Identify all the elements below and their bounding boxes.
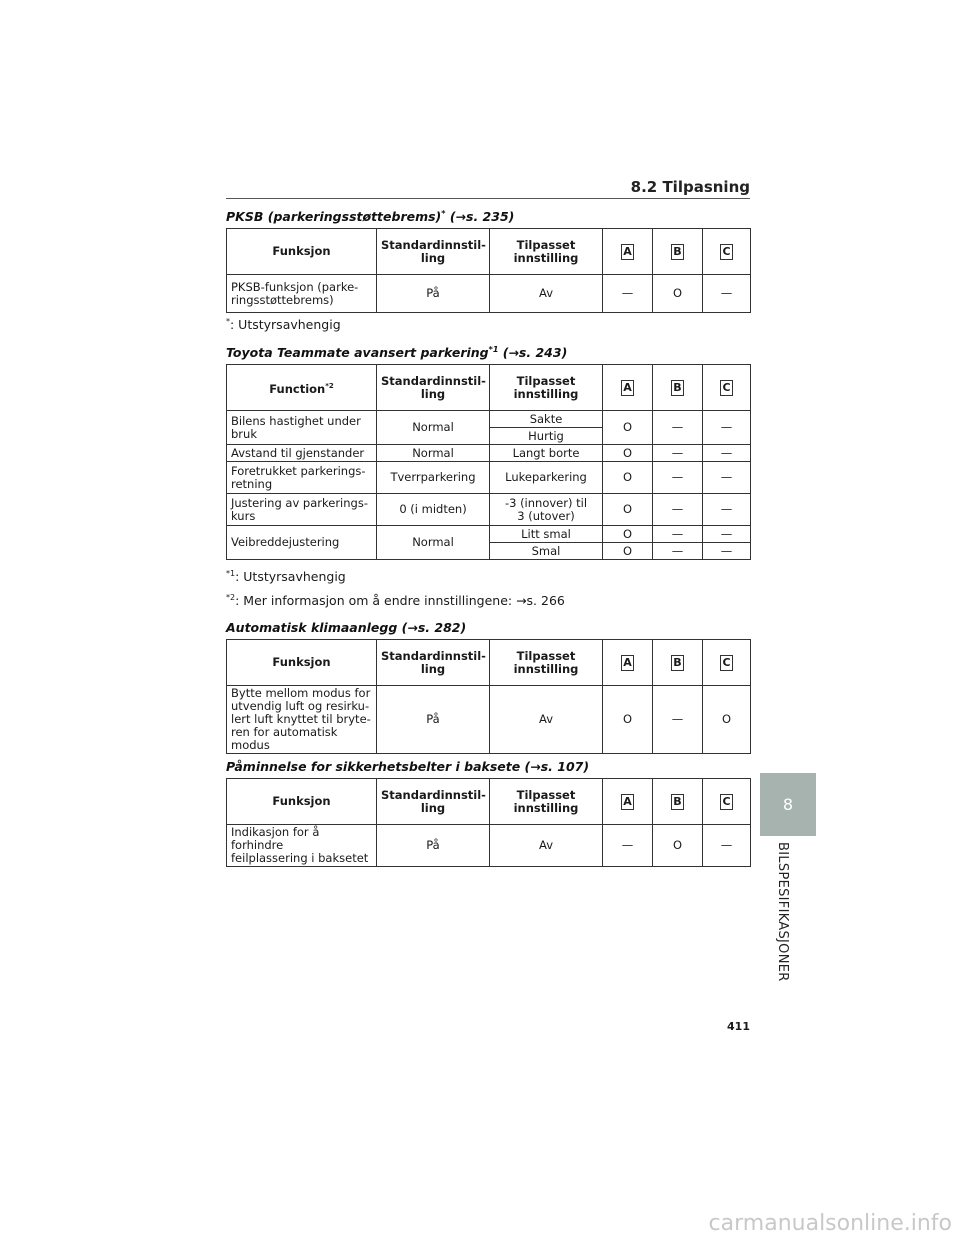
cell-c: —	[703, 445, 751, 462]
table-row	[227, 494, 751, 526]
col-header-b	[653, 640, 703, 686]
col-header-standard: Standardinnstil- ling	[377, 779, 490, 825]
footnote-teammate-2	[226, 593, 565, 608]
letter-a-icon: A	[621, 380, 634, 396]
cell-a: —	[603, 825, 653, 867]
section-title-pksb-text: PKSB (parkeringsstøttebrems)	[226, 209, 442, 225]
footnote-mark: *	[226, 317, 230, 326]
header-rule	[226, 198, 750, 199]
cell-c: —	[703, 825, 751, 867]
section-title-pksb-ref: (→s. 235)	[449, 209, 515, 225]
cell-c: —	[703, 543, 751, 560]
cell-b: —	[653, 543, 703, 560]
col-header-custom: Tilpasset innstilling	[490, 640, 603, 686]
cell-custom: Langt borte	[490, 445, 603, 462]
cell-b: —	[653, 686, 703, 754]
page-number: 411	[727, 1020, 750, 1033]
col-header-b	[653, 779, 703, 825]
col-header-function: Funksjon	[227, 779, 377, 825]
letter-a-icon: A	[621, 244, 634, 260]
letter-c-icon: C	[720, 380, 733, 396]
cell-function: Avstand til gjenstander	[227, 445, 377, 462]
footnote-mark: *2	[226, 593, 236, 602]
cell-standard: Tverrparkering	[377, 462, 490, 494]
footnote-mark: *1	[226, 569, 236, 578]
table-row	[227, 411, 751, 428]
table-row	[227, 686, 751, 754]
cell-b: —	[653, 462, 703, 494]
col-header-c	[703, 229, 751, 275]
table-row	[227, 526, 751, 543]
cell-a: O	[603, 686, 653, 754]
cell-function: Veibreddejustering	[227, 526, 377, 560]
cell-custom: Smal	[490, 543, 603, 560]
cell-c: —	[703, 526, 751, 543]
col-header-a	[603, 365, 653, 411]
footnote-text: : Utstyrsavhengig	[230, 317, 341, 333]
chapter-tab-number: 8	[782, 795, 794, 814]
cell-b: —	[653, 526, 703, 543]
cell-standard: Normal	[377, 445, 490, 462]
cell-c: —	[703, 462, 751, 494]
cell-b: —	[653, 411, 703, 445]
table-row	[227, 445, 751, 462]
section-title-teammate	[226, 345, 567, 360]
col-header-c	[703, 365, 751, 411]
section-title-teammate-text: Toyota Teammate avansert parkering	[226, 345, 489, 361]
table-pksb	[226, 228, 751, 313]
cell-b: O	[653, 825, 703, 867]
section-title-klima: Automatisk klimaanlegg (→s. 282)	[226, 620, 467, 635]
col-header-custom: Tilpasset innstilling	[490, 779, 603, 825]
table-row	[227, 275, 751, 313]
cell-c: —	[703, 411, 751, 445]
col-header-standard: Standardinnstil- ling	[377, 229, 490, 275]
cell-a: O	[603, 494, 653, 526]
cell-standard: Normal	[377, 526, 490, 560]
cell-b: O	[653, 275, 703, 313]
cell-custom: Av	[490, 825, 603, 867]
col-header-standard: Standardinnstil- ling	[377, 640, 490, 686]
table-teammate	[226, 364, 751, 560]
page-header-title: 8.2 Tilpasning	[630, 178, 750, 196]
cell-function: Indikasjon for å forhindre feilplassering i baksetet	[227, 825, 377, 867]
letter-a-icon: A	[621, 794, 634, 810]
cell-a: O	[603, 543, 653, 560]
footnote-text: : Utstyrsavhengig	[235, 569, 346, 585]
col-header-c	[703, 640, 751, 686]
cell-c: —	[703, 275, 751, 313]
cell-function: Bilens hastighet under bruk	[227, 411, 377, 445]
cell-custom: Hurtig	[490, 428, 603, 445]
chapter-tab	[760, 773, 816, 836]
watermark: carmanualsonline.info	[708, 1211, 952, 1236]
cell-custom: Lukeparkering	[490, 462, 603, 494]
cell-custom: -3 (innover) til 3 (utover)	[490, 494, 603, 526]
letter-b-icon: B	[671, 655, 684, 671]
table-belte	[226, 778, 751, 867]
cell-standard: På	[377, 825, 490, 867]
cell-standard: Normal	[377, 411, 490, 445]
cell-c: O	[703, 686, 751, 754]
cell-custom: Av	[490, 275, 603, 313]
col-header-b	[653, 229, 703, 275]
cell-a: —	[603, 275, 653, 313]
col-header-function	[227, 365, 377, 411]
col-header-function: Funksjon	[227, 640, 377, 686]
col-header-a	[603, 640, 653, 686]
section-title-belte: Påminnelse for sikkerhetsbelter i baksete (→s. 107)	[226, 759, 590, 774]
cell-custom: Litt smal	[490, 526, 603, 543]
col-header-a	[603, 779, 653, 825]
footnote-pksb	[226, 317, 341, 332]
table-row	[227, 462, 751, 494]
table-klima	[226, 639, 751, 754]
col-header-function-text: Function	[269, 381, 326, 396]
letter-b-icon: B	[671, 380, 684, 396]
cell-function: Bytte mellom modus for utvendig luft og resirku- lert luft knyttet til bryte- ren for automatisk modus	[227, 686, 377, 754]
cell-a: O	[603, 445, 653, 462]
col-header-custom: Tilpasset innstilling	[490, 229, 603, 275]
footnote-mark: *	[441, 209, 446, 218]
chapter-tab-label: BILSPESIFIKASJONER	[775, 842, 790, 982]
cell-function: Foretrukket parkerings- retning	[227, 462, 377, 494]
col-header-b	[653, 365, 703, 411]
footnote-teammate-1	[226, 569, 346, 584]
footnote-mark: *2	[325, 381, 334, 390]
col-header-c	[703, 779, 751, 825]
letter-c-icon: C	[720, 794, 733, 810]
col-header-custom: Tilpasset innstilling	[490, 365, 603, 411]
cell-custom: Av	[490, 686, 603, 754]
letter-c-icon: C	[720, 244, 733, 260]
cell-standard: På	[377, 686, 490, 754]
cell-b: —	[653, 445, 703, 462]
col-header-a	[603, 229, 653, 275]
cell-custom: Sakte	[490, 411, 603, 428]
letter-b-icon: B	[671, 794, 684, 810]
letter-a-icon: A	[621, 655, 634, 671]
section-title-teammate-ref: (→s. 243)	[502, 345, 568, 361]
cell-a: O	[603, 462, 653, 494]
cell-a: O	[603, 526, 653, 543]
cell-function: Justering av parkerings- kurs	[227, 494, 377, 526]
cell-standard: 0 (i midten)	[377, 494, 490, 526]
section-title-pksb	[226, 209, 514, 224]
col-header-function: Funksjon	[227, 229, 377, 275]
cell-a: O	[603, 411, 653, 445]
table-row	[227, 825, 751, 867]
cell-function: PKSB-funksjon (parke- ringsstøttebrems)	[227, 275, 377, 313]
letter-c-icon: C	[720, 655, 733, 671]
cell-standard: På	[377, 275, 490, 313]
footnote-mark: *1	[488, 345, 499, 354]
cell-c: —	[703, 494, 751, 526]
cell-b: —	[653, 494, 703, 526]
footnote-text: : Mer informasjon om å endre innstillingene: →s. 266	[235, 593, 565, 609]
col-header-standard: Standardinnstil- ling	[377, 365, 490, 411]
letter-b-icon: B	[671, 244, 684, 260]
